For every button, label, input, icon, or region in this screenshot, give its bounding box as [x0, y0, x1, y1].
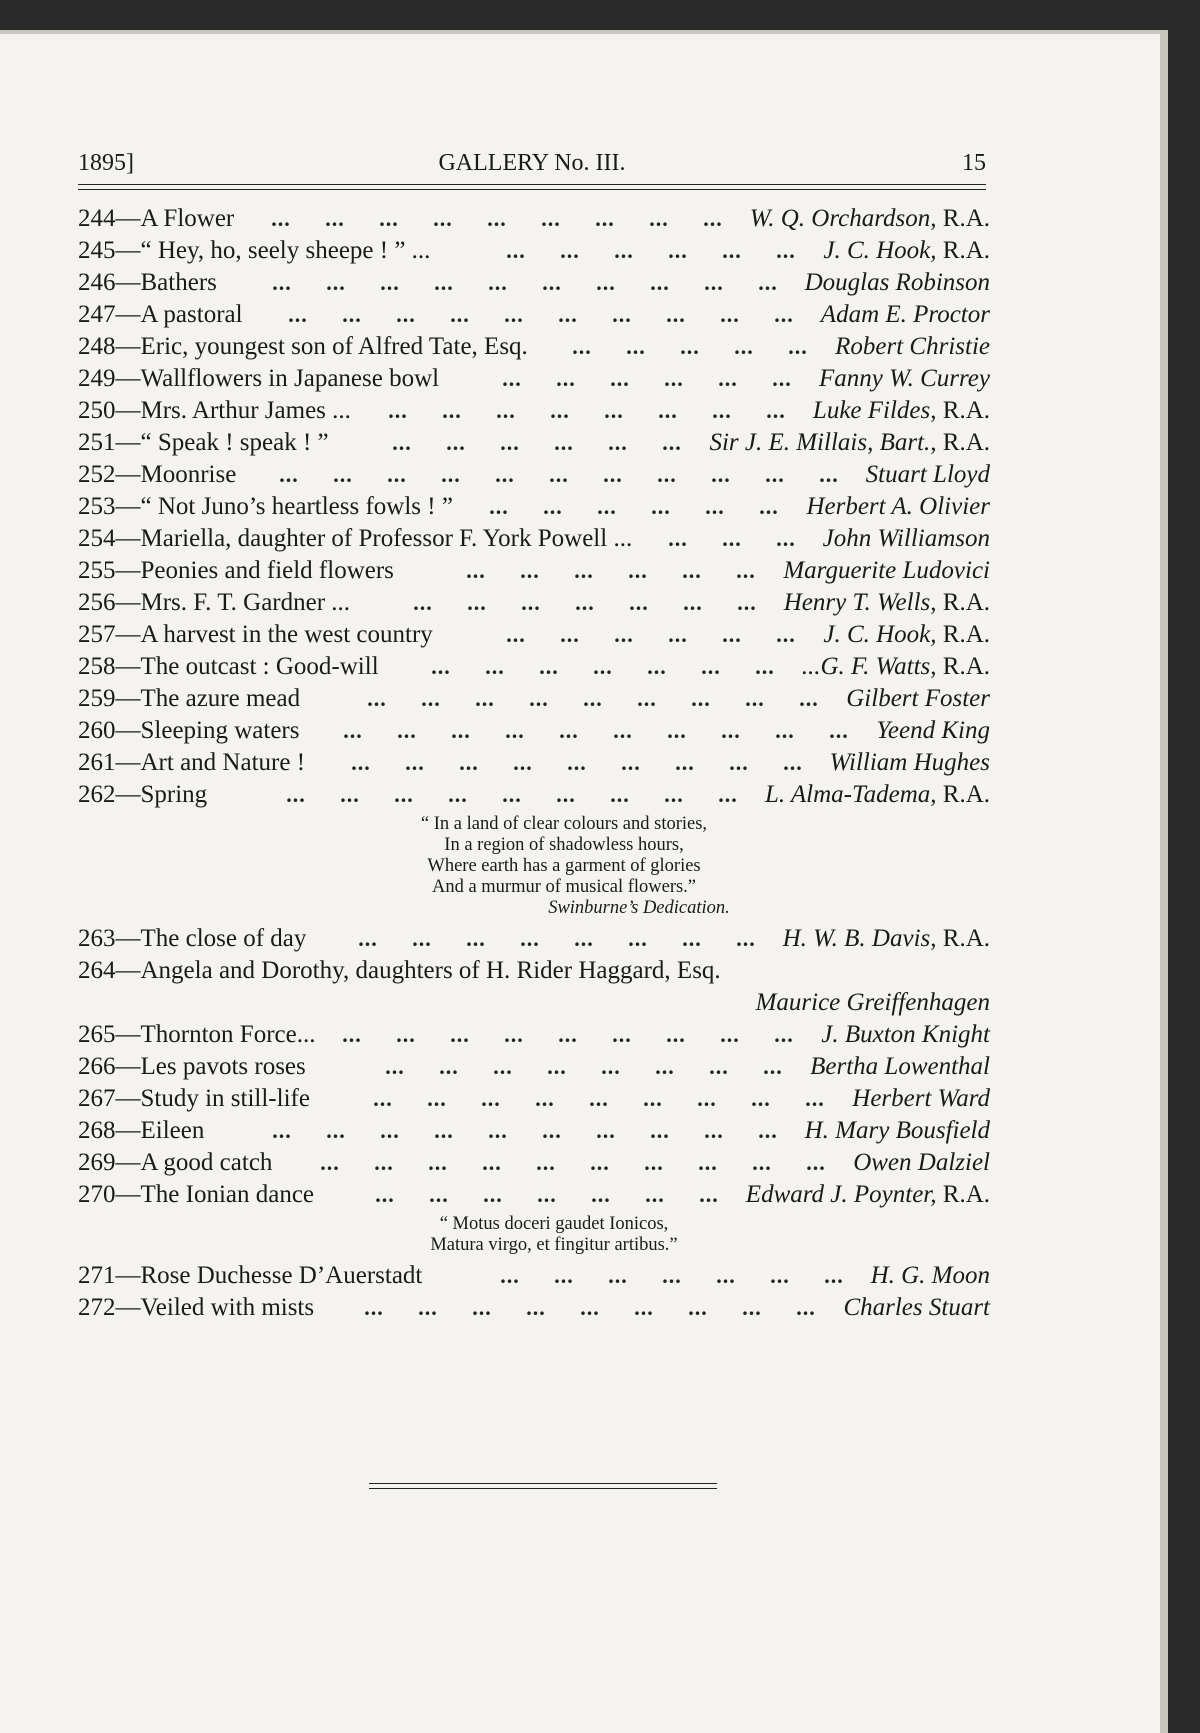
entry-title: 260—Sleeping waters [78, 717, 300, 744]
artist-name: Fanny W. Currey [818, 365, 990, 392]
entry-artist [876, 715, 990, 747]
entries-271-272 [78, 1260, 990, 1324]
catalogue-entry-267 [78, 1083, 990, 1115]
catalogue-entry-252 [78, 459, 990, 491]
artist-name: John Williamson [822, 525, 990, 552]
catalogue-entry-251 [78, 427, 990, 459]
artist-name: H. W. B. Davis, [782, 925, 937, 952]
entries-265-270 [78, 1019, 990, 1211]
artist-suffix: R.A. [936, 925, 990, 952]
artist-suffix: R.A. [936, 781, 990, 808]
artist-name: Adam E. Proctor [820, 301, 990, 328]
entry-artist [819, 363, 990, 395]
catalogue-entry-260 [78, 715, 990, 747]
entry-title: 255—Peonies and field flowers [78, 557, 394, 584]
entry-list [78, 203, 990, 1324]
entry-artist [805, 267, 990, 299]
entry-264-artist: Maurice Greiffenhagen [755, 989, 990, 1016]
artist-name: Stuart Lloyd [865, 461, 990, 488]
entry-artist [783, 555, 990, 587]
leader-dots: ... ... ... ... ... ... [489, 494, 779, 519]
entry-title: 252—Moonrise [78, 461, 237, 488]
entry-artist [746, 1179, 990, 1211]
leader-dots: ... ... ... ... ... ... ... ... ... [351, 750, 803, 775]
catalogue-entry-263 [78, 923, 990, 955]
artist-name: William Hughes [829, 749, 990, 776]
leader-dots: ... ... ... ... ... ... ... ... ... [367, 686, 819, 711]
catalogue-entry-253 [78, 491, 990, 523]
artist-name: Sir J. E. Millais, Bart., [709, 429, 937, 456]
catalogue-entry-244 [78, 203, 990, 235]
entry-artist [750, 203, 990, 235]
artist-suffix: R.A. [936, 1181, 990, 1208]
catalogue-entry-258 [78, 651, 990, 683]
catalogue-page [0, 34, 1160, 1733]
entry-title: 248—Eric, youngest son of Alfred Tate, Esq. [78, 333, 528, 360]
artist-name: J. C. Hook, [823, 237, 937, 264]
artist-suffix: R.A. [936, 237, 990, 264]
running-header [78, 150, 986, 184]
header-rule-thin [78, 189, 986, 190]
quote-262 [78, 814, 990, 919]
leader-dots: ... ... ... ... ... ... ... ... ... ... [272, 1118, 778, 1143]
entry-artist [823, 619, 990, 651]
entry-title: 264—Angela and Dorothy, daughters of H. Rider Haggard, Esq. [78, 957, 721, 984]
leader-dots: ... ... ... ... ... ... [502, 366, 792, 391]
catalogue-entry-268 [78, 1115, 990, 1147]
leader-dots: ... ... ... ... ... ... ... [431, 654, 775, 679]
artist-name: Yeend King [876, 717, 990, 744]
leader-dots: ... ... ... ... ... ... ... ... ... [286, 782, 738, 807]
entry-title: 269—A good catch [78, 1149, 273, 1176]
entry-title: 261—Art and Nature ! [78, 749, 306, 776]
entry-artist [806, 491, 990, 523]
artist-name: Edward J. Poynter, [745, 1181, 937, 1208]
catalogue-entry-247 [78, 299, 990, 331]
leader-dots: ... ... ... ... ... ... ... ... ... ... ... [279, 462, 839, 487]
header-gallery-title: GALLERY No. III. [438, 150, 626, 176]
artist-suffix: R.A. [936, 653, 990, 680]
artist-suffix: R.A. [936, 397, 990, 424]
header-year: 1895] [78, 150, 134, 176]
artist-name: H. Mary Bousfield [804, 1117, 990, 1144]
entry-title: 251—“ Speak ! speak ! ” [78, 429, 329, 456]
leader-dots: ... ... ... ... ... ... [506, 622, 796, 647]
entry-title: 259—The azure mead [78, 685, 301, 712]
catalogue-entry-262 [78, 779, 990, 811]
artist-name: Robert Christie [835, 333, 990, 360]
entry-title: 266—Les pavots roses [78, 1053, 306, 1080]
entries-263-264 [78, 923, 990, 987]
entry-264-artist-line [78, 987, 990, 1019]
quote-line: “ In a land of clear colours and stories, [420, 814, 708, 834]
entry-title: 272—Veiled with mists [78, 1294, 315, 1321]
quote-line: And a murmur of musical flowers.” [431, 877, 697, 897]
entry-title: 267—Study in still-life [78, 1085, 310, 1112]
entry-title: 256—Mrs. F. T. Gardner ... [78, 589, 351, 616]
entry-artist [823, 523, 990, 555]
header-rule-thick [78, 184, 986, 185]
artist-name: Marguerite Ludovici [783, 557, 990, 584]
artist-name: W. Q. Orchardson, [749, 205, 937, 232]
artist-name: Charles Stuart [843, 1294, 990, 1321]
artist-name: Gilbert Foster [846, 685, 990, 712]
entry-title: 268—Eileen [78, 1117, 205, 1144]
leader-dots: ... ... ... ... ... ... ... ... [385, 1054, 783, 1079]
artist-name: J. C. Hook, [823, 621, 937, 648]
catalogue-entry-269 [78, 1147, 990, 1179]
artist-suffix: R.A. [936, 589, 990, 616]
entry-artist [830, 747, 990, 779]
catalogue-entry-264 [78, 955, 990, 987]
end-rule-bottom [369, 1488, 717, 1489]
leader-dots: ... ... ... ... ... ... ... ... ... [373, 1086, 825, 1111]
catalogue-entry-272 [78, 1292, 990, 1324]
entry-artist [846, 683, 990, 715]
catalogue-entry-265 [78, 1019, 990, 1051]
entry-artist [765, 779, 990, 811]
entry-artist [871, 1260, 990, 1292]
leader-dots: ... ... ... ... ... ... ... ... ... ... [343, 718, 849, 743]
entry-title: 254—Mariella, daughter of Professor F. York Powell ... [78, 525, 633, 552]
artist-name: H. G. Moon [870, 1262, 990, 1289]
entry-title: 246—Bathers [78, 269, 217, 296]
entry-artist [852, 1083, 990, 1115]
artist-name: Henry T. Wells, [783, 589, 937, 616]
entry-title: 244—A Flower [78, 205, 235, 232]
artist-name: J. Buxton Knight [821, 1021, 990, 1048]
entry-artist [821, 1019, 990, 1051]
entry-artist [823, 235, 990, 267]
catalogue-entry-254 [78, 523, 990, 555]
end-rule-top [369, 1483, 717, 1484]
artist-suffix: R.A. [936, 205, 990, 232]
leader-dots: ... ... ... ... ... ... [392, 430, 682, 455]
quote-270 [78, 1214, 990, 1256]
entry-title: 270—The Ionian dance [78, 1181, 315, 1208]
entry-title: 262—Spring [78, 781, 208, 808]
entry-artist [821, 299, 990, 331]
artist-name: Herbert Ward [852, 1085, 990, 1112]
catalogue-entry-266 [78, 1051, 990, 1083]
catalogue-entry-248 [78, 331, 990, 363]
quote-line: “ Motus doceri gaudet Ionicos, [439, 1214, 669, 1234]
leader-dots: ... ... ... ... ... ... ... ... ... ... [288, 302, 794, 327]
entry-title: 257—A harvest in the west country [78, 621, 433, 648]
entry-artist [783, 923, 990, 955]
leader-dots: ... ... ... ... ... ... [466, 558, 756, 583]
entry-title: 247—A pastoral [78, 301, 243, 328]
catalogue-entry-271 [78, 1260, 990, 1292]
quote-line: Matura virgo, et fingitur artibus.” [430, 1235, 678, 1255]
leader-dots: ... ... ... ... ... [572, 334, 808, 359]
entry-artist [866, 459, 990, 491]
catalogue-entry-256 [78, 587, 990, 619]
quote-line: Where earth has a garment of glories [427, 856, 701, 876]
entry-title: 245—“ Hey, ho, seely sheepe ! ” ... [78, 237, 431, 264]
artist-name: Bertha Lowenthal [810, 1053, 990, 1080]
catalogue-entry-249 [78, 363, 990, 395]
leader-dots: ... ... ... ... ... ... ... [500, 1263, 844, 1288]
catalogue-entry-257 [78, 619, 990, 651]
leader-dots: ... ... ... ... ... ... ... ... ... ... [272, 270, 778, 295]
entry-artist [802, 651, 990, 683]
entry-title: 253—“ Not Juno’s heartless fowls ! ” [78, 493, 453, 520]
entry-artist [843, 1292, 990, 1324]
leader-dots: ... ... ... [668, 526, 796, 551]
entry-artist [813, 395, 990, 427]
artist-name: Douglas Robinson [804, 269, 990, 296]
artist-name: Herbert A. Olivier [806, 493, 990, 520]
leader-dots: ... ... ... ... ... ... ... ... ... ... [320, 1150, 826, 1175]
entry-title: 263—The close of day [78, 925, 307, 952]
catalogue-entry-270 [78, 1179, 990, 1211]
leader-dots: ... ... ... ... ... ... ... ... ... [342, 1022, 794, 1047]
entry-title: 250—Mrs. Arthur James ... [78, 397, 351, 424]
entry-title: 249—Wallflowers in Japanese bowl [78, 365, 440, 392]
catalogue-entry-250 [78, 395, 990, 427]
artist-name: Luke Fildes, [812, 397, 937, 424]
quote-attribution: Swinburne’s Dedication. [548, 898, 730, 918]
entry-title: 271—Rose Duchesse D’Auerstadt [78, 1262, 423, 1289]
entry-artist [709, 427, 990, 459]
artist-name: L. Alma-Tadema, [764, 781, 937, 808]
artist-suffix: R.A. [936, 621, 990, 648]
artist-suffix: R.A. [936, 429, 990, 456]
entry-artist [784, 587, 990, 619]
page-number: 15 [962, 150, 986, 176]
leader-dots: ... ... ... ... ... ... ... ... ... [271, 206, 723, 231]
entry-artist [805, 1115, 990, 1147]
entry-title: 265—Thornton Force... [78, 1021, 316, 1048]
artist-name: Owen Dalziel [853, 1149, 990, 1176]
leader-dots: ... ... ... ... ... ... ... ... [388, 398, 786, 423]
catalogue-entry-246 [78, 267, 990, 299]
leader-dots: ... ... ... ... ... ... ... ... ... [364, 1295, 816, 1320]
entry-title: 258—The outcast : Good-will [78, 653, 379, 680]
entry-artist [810, 1051, 990, 1083]
catalogue-entry-259 [78, 683, 990, 715]
catalogue-entry-261 [78, 747, 990, 779]
leader-dots: ... ... ... ... ... ... ... [413, 590, 757, 615]
catalogue-entry-245 [78, 235, 990, 267]
leader-dots: ... ... ... ... ... ... ... [375, 1182, 719, 1207]
entry-artist [835, 331, 990, 363]
leader-dots: ... ... ... ... ... ... ... ... [358, 926, 756, 951]
entries-244-262 [78, 203, 990, 811]
entry-artist [853, 1147, 990, 1179]
artist-name: ...G. F. Watts, [801, 653, 937, 680]
leader-dots: ... ... ... ... ... ... [506, 238, 796, 263]
catalogue-entry-255 [78, 555, 990, 587]
quote-line: In a region of shadowless hours, [444, 835, 684, 855]
